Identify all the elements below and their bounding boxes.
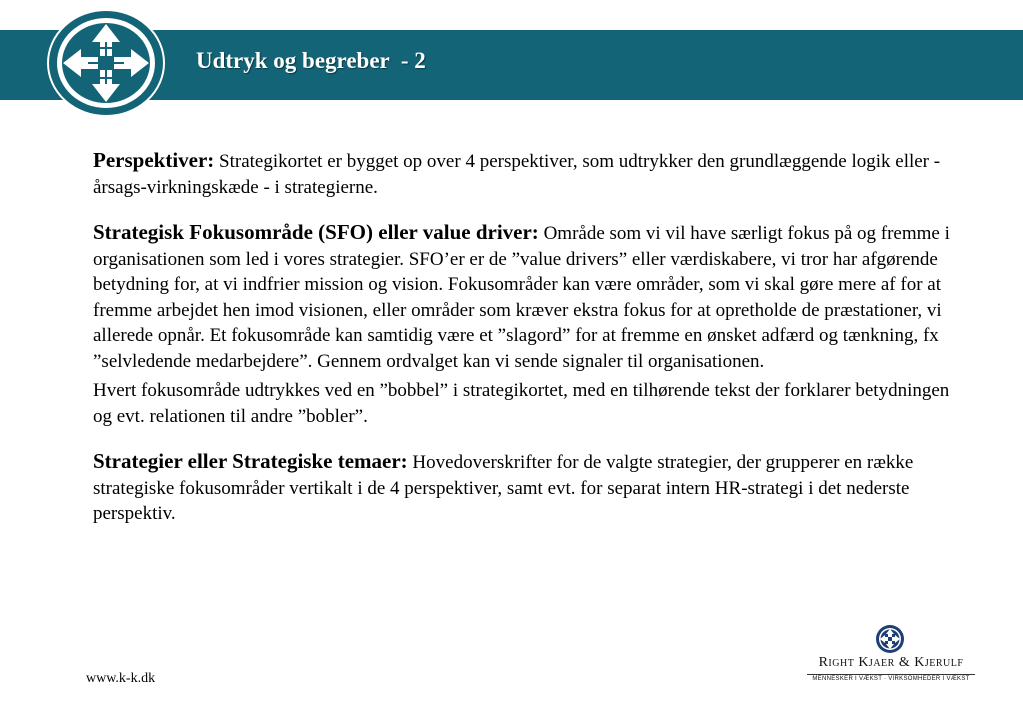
brand-name: Right Kjaer & Kjerulf xyxy=(818,655,964,670)
globe-arrows-logo-icon xyxy=(46,8,166,118)
paragraph-text: Område som vi vil have særligt fokus på og fremme i organisationen som led i vores strategier. SFO’er er de ”value drivers” eller værdiskabere, vi tror har afgørende betydning for, at vi indfrier mission og vision. Fokusområder kan være områder, som vi skal gøre mere af for at fremme arbejdet hen imod visionen, eller områder som kræver ekstra fokus for at opretholde de præstationer, vi allerede opnår. Et fokusområde kan samtidig være et ”slagord” for at fremme en ønsket adfærd og tænkning, fx ”selvledende medarbejdere”. Gennem ordvalget kan vi sende signaler til organisationen. xyxy=(93,223,950,372)
term-label: Strategisk Fokusområde (SFO) eller value driver: xyxy=(93,220,539,244)
brand-tagline: MENNESKER I VÆKST · VIRKSOMHEDER I VÆKST xyxy=(812,676,970,682)
paragraph-sfo xyxy=(93,220,973,374)
content-body xyxy=(93,148,973,527)
paragraph-text: Hvert fokusområde udtrykkes ved en ”bobbel” i strategikortet, med en tilhørende tekst der forklarer betydningen og evt. relationen til andre ”bobler”. xyxy=(93,380,950,427)
paragraph-text: Strategikortet er bygget op over 4 perspektiver, som udtrykker den grundlæggende logik eller - årsags-virkningskæde - i strategierne. xyxy=(93,151,941,198)
paragraph-strategier xyxy=(93,449,973,527)
footer-url-link[interactable]: www.k-k.dk xyxy=(86,671,156,686)
globe-mark-icon xyxy=(875,624,905,654)
page-title: Udtryk og begreber - 2 xyxy=(196,48,426,73)
brand-logo xyxy=(806,624,976,688)
brand-divider xyxy=(807,674,975,675)
term-label: Perspektiver: xyxy=(93,148,215,172)
term-label: Strategier eller Strategiske temaer: xyxy=(93,449,408,473)
paragraph-perspektiver xyxy=(93,148,973,200)
paragraph-bobbel xyxy=(93,378,973,429)
paragraph-text: Hovedoverskrifter for de valgte strategier, der grupperer en række strategiske fokusområder vertikalt i de 4 perspektiver, samt evt. for separat intern HR-strategi i det nederste perspektiv. xyxy=(93,452,914,524)
